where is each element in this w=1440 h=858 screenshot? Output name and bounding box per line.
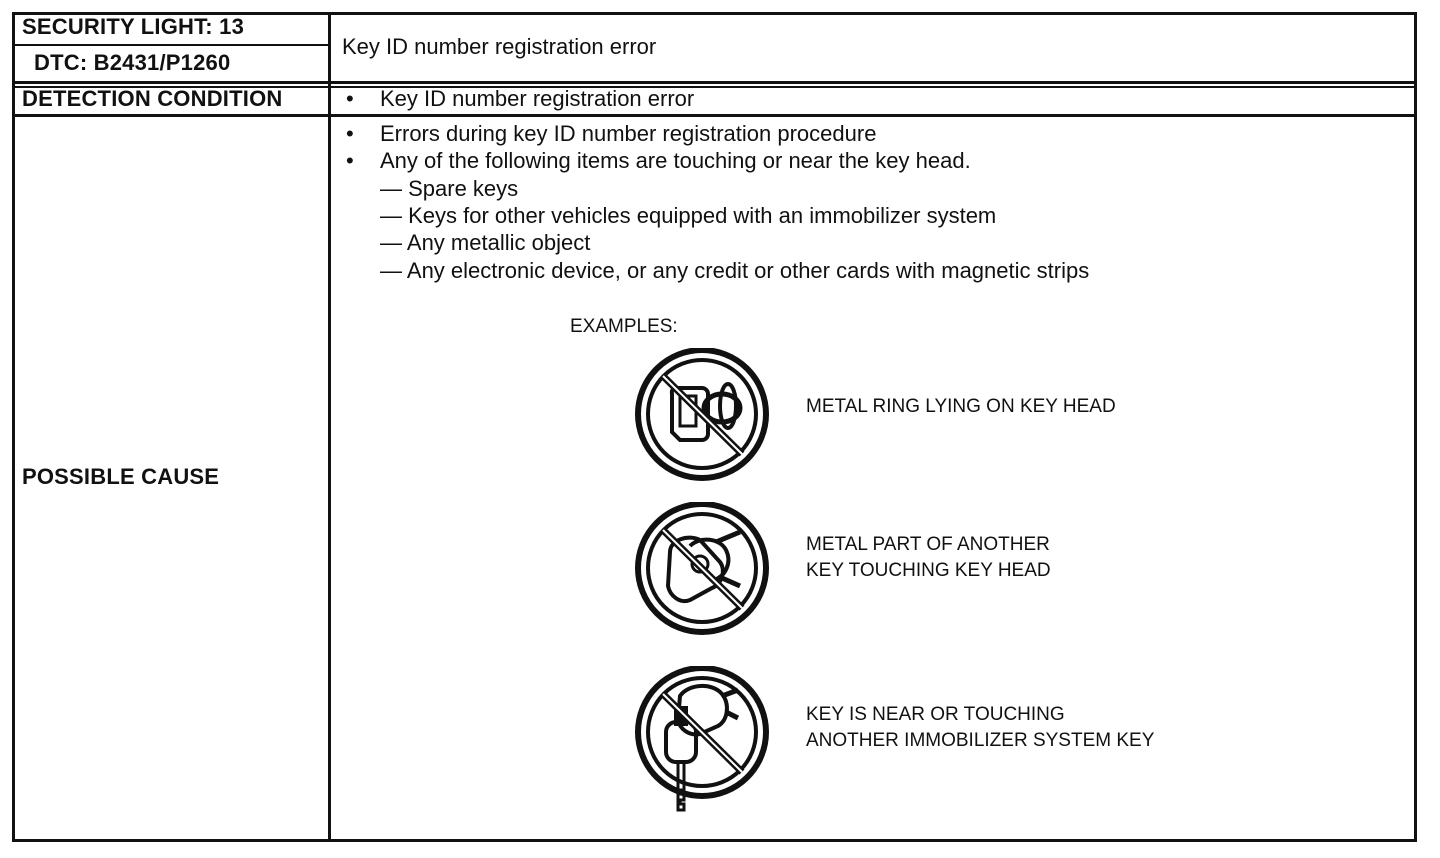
example-item bbox=[630, 502, 1310, 642]
cause-dash-item: — Any electronic device, or any credit or other cards with magnetic strips bbox=[380, 258, 1090, 283]
no-metal-ring-icon bbox=[630, 348, 780, 488]
bullet-mark: • bbox=[346, 148, 354, 173]
bullet-mark: • bbox=[346, 86, 354, 111]
cause-dash-item: — Any metallic object bbox=[380, 230, 591, 255]
caption-line: KEY IS NEAR OR TOUCHING bbox=[806, 704, 1065, 725]
detection-condition-label: DETECTION CONDITION bbox=[22, 86, 283, 111]
caption-line: METAL RING LYING ON KEY HEAD bbox=[806, 396, 1116, 417]
cause-bullet-item bbox=[346, 121, 876, 147]
caption-line: KEY TOUCHING KEY HEAD bbox=[806, 560, 1051, 581]
detection-condition-text: Key ID number registration error bbox=[380, 86, 695, 111]
examples-title: EXAMPLES: bbox=[570, 316, 678, 337]
detection-condition-item bbox=[346, 86, 694, 112]
cause-bullet-text: Any of the following items are touching or near the key head. bbox=[380, 148, 971, 173]
cause-bullet-text: Errors during key ID number registration procedure bbox=[380, 121, 877, 146]
example-caption bbox=[806, 532, 1051, 584]
caption-line: ANOTHER IMMOBILIZER SYSTEM KEY bbox=[806, 730, 1155, 751]
example-caption bbox=[806, 702, 1154, 754]
no-immobilizer-key-icon bbox=[630, 666, 780, 816]
header-inner-rule bbox=[12, 44, 330, 46]
cause-dash-item: — Keys for other vehicles equipped with an immobilizer system bbox=[380, 203, 997, 228]
bullet-mark: • bbox=[346, 121, 354, 146]
example-caption bbox=[806, 394, 1116, 420]
detection-row-rule bbox=[12, 114, 1417, 117]
cause-bullet-item bbox=[346, 148, 971, 174]
example-item bbox=[630, 348, 1310, 488]
no-other-key-icon bbox=[630, 502, 780, 642]
cause-dash-item: — Spare keys bbox=[380, 176, 519, 201]
header-row-rule bbox=[12, 81, 1417, 84]
column-divider bbox=[328, 12, 331, 842]
possible-cause-label: POSSIBLE CAUSE bbox=[22, 464, 220, 489]
dtc-code-label: DTC: B2431/P1260 bbox=[34, 50, 231, 75]
security-light-label: SECURITY LIGHT: 13 bbox=[22, 14, 245, 39]
dtc-description: Key ID number registration error bbox=[342, 34, 657, 59]
caption-line: METAL PART OF ANOTHER bbox=[806, 534, 1050, 555]
example-item bbox=[630, 666, 1310, 806]
